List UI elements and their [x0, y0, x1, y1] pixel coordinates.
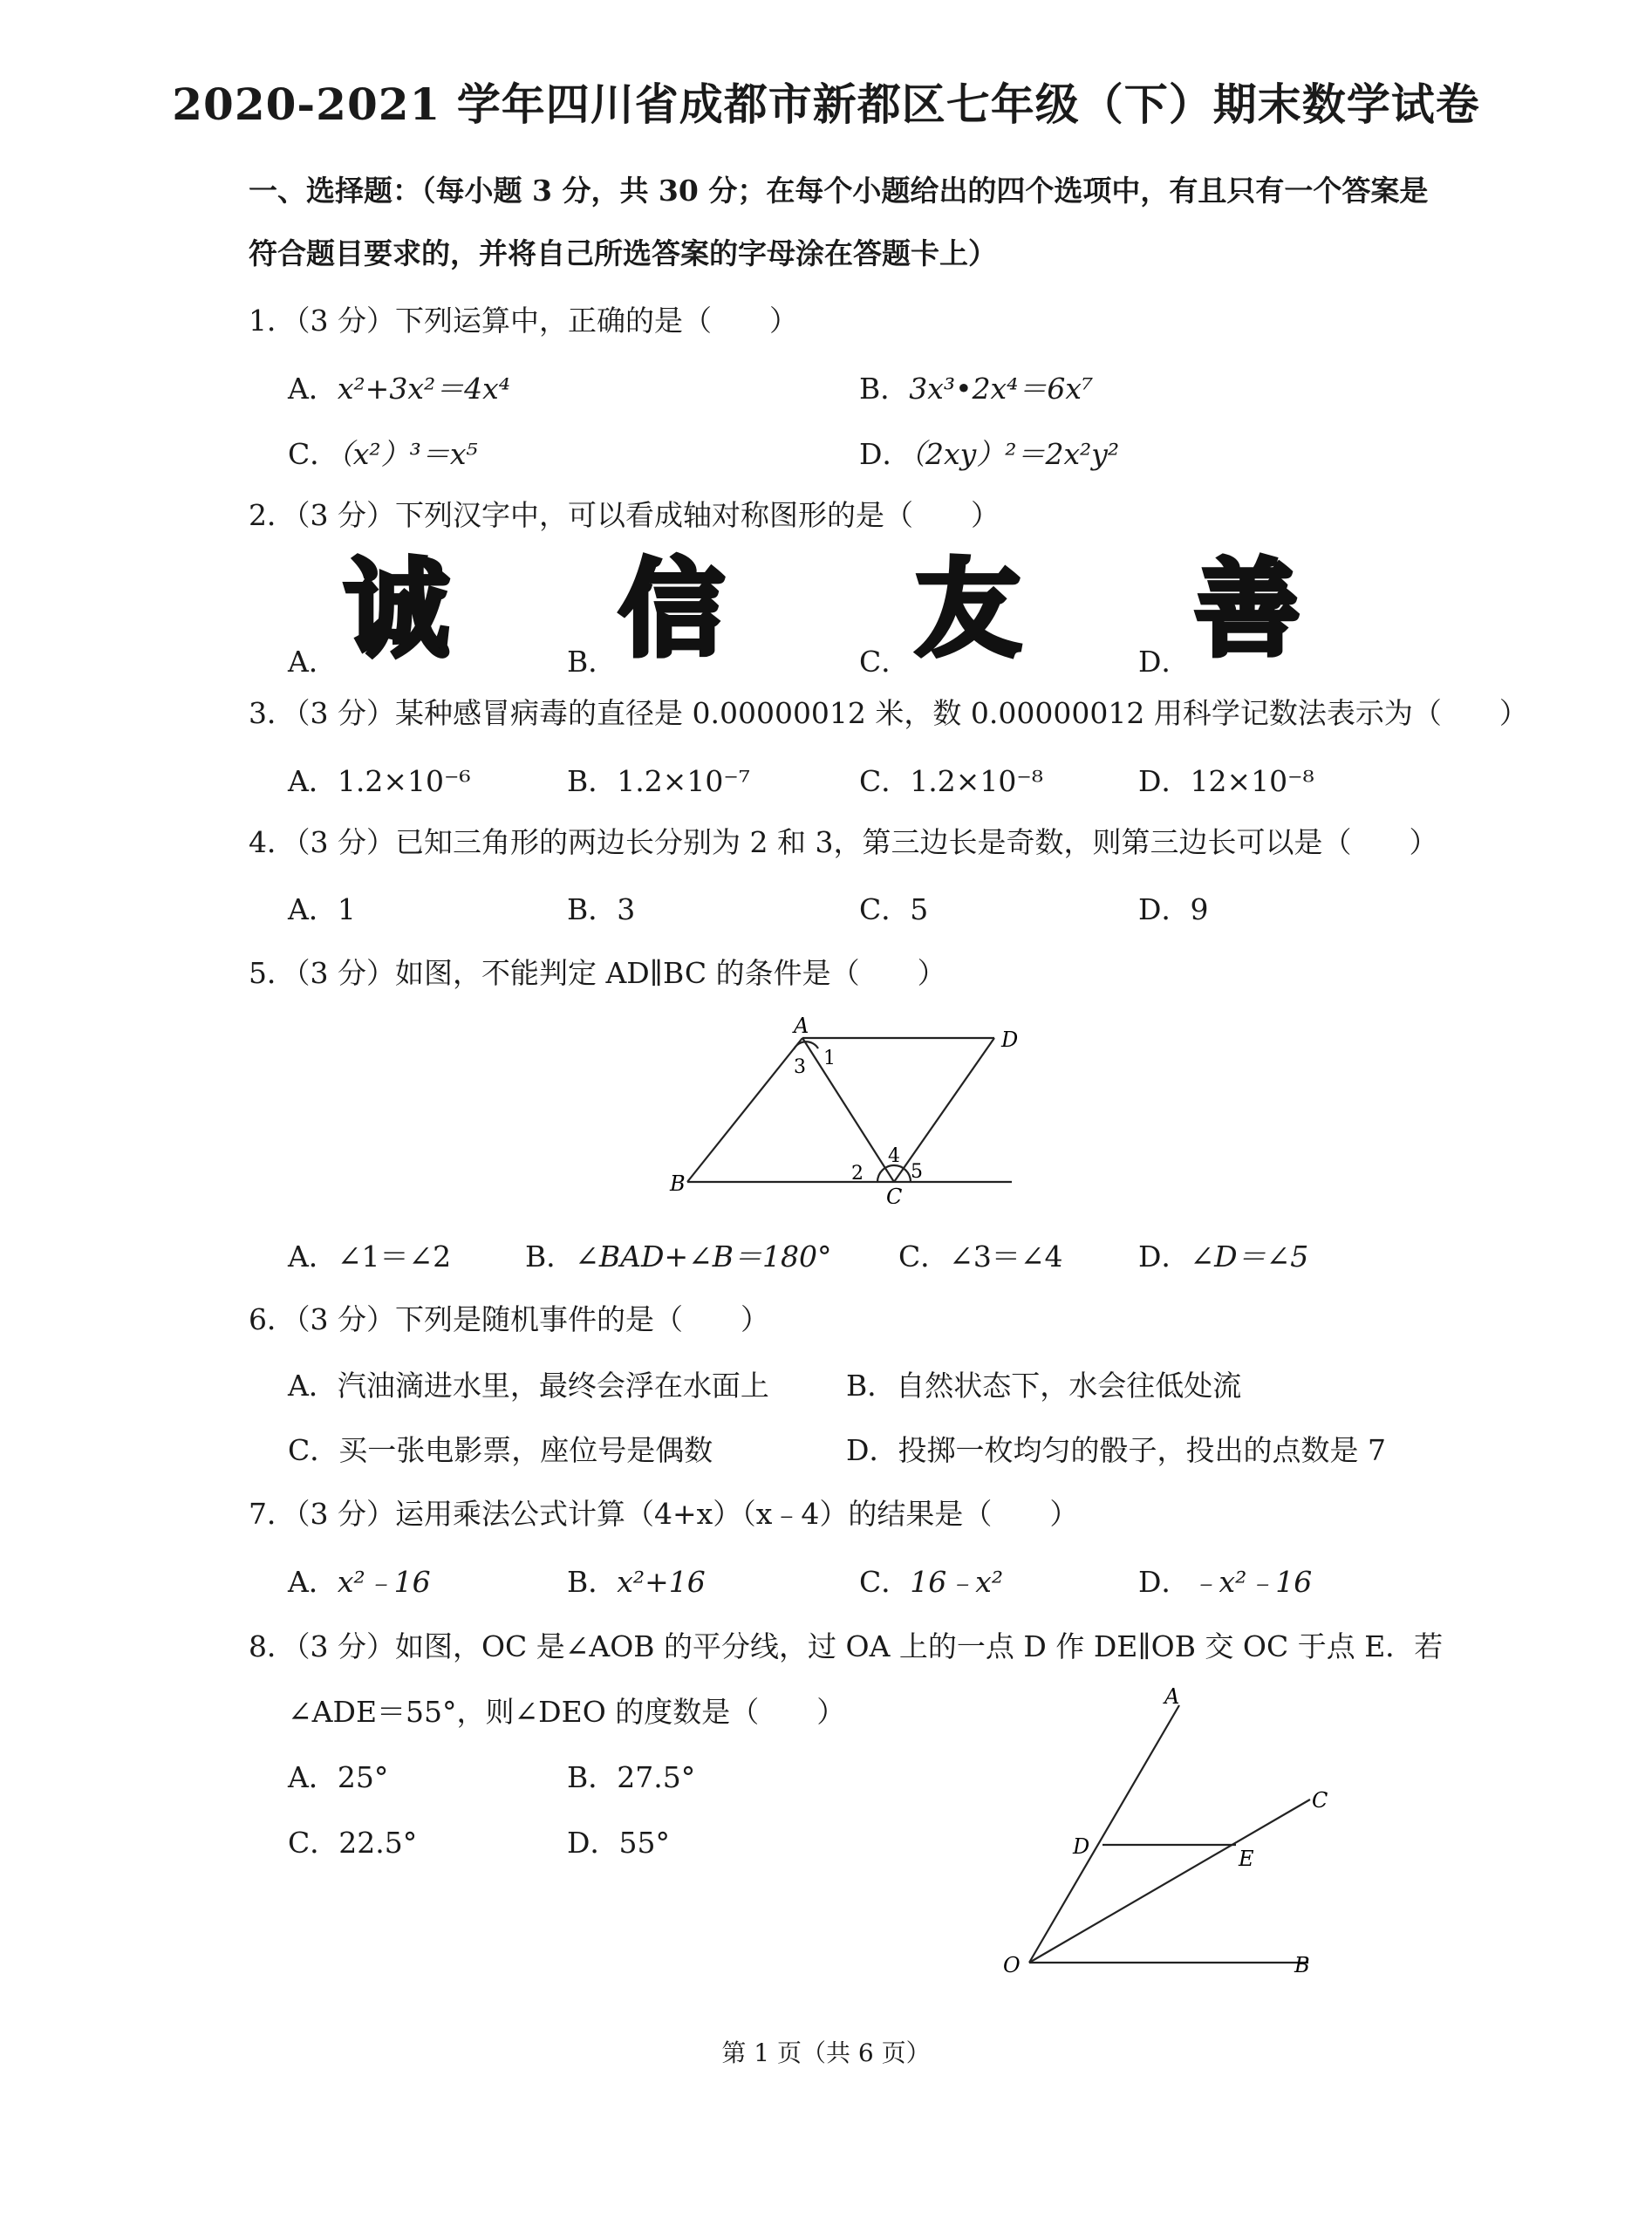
angle-5-label: 5 [911, 1161, 923, 1183]
q2-option-d-label: D． [1138, 645, 1191, 679]
q8-option-b [567, 1755, 695, 1796]
q2-option-b-label: B． [567, 645, 618, 679]
q3-option-d [1138, 759, 1314, 800]
point-a-label: A [794, 1014, 809, 1038]
option-label: A． [288, 1239, 338, 1274]
angle-arc-c [877, 1165, 911, 1182]
q5-option-c [898, 1234, 1063, 1275]
q4-option-d [1138, 887, 1208, 928]
point-c-label: C [1312, 1788, 1328, 1813]
option-label: A． [288, 764, 338, 798]
question-4-stem: 4．（3 分）已知三角形的两边长分别为 2 和 3，第三边长是奇数，则第三边长可以是（ ） [249, 825, 1438, 859]
q3-option-a [288, 759, 471, 800]
option-text: 5 [910, 892, 929, 926]
option-label: A． [288, 372, 338, 406]
point-a-label: A [1164, 1684, 1180, 1709]
q2-character-c: 友 [916, 550, 1021, 671]
option-text: 3x³•2x⁴＝6x⁷ [909, 372, 1094, 406]
q2-character-d: 善 [1195, 550, 1300, 671]
option-text: 27.5° [617, 1760, 696, 1794]
question-6-stem: 6．（3 分）下列是随机事件的是（ ） [249, 1302, 769, 1336]
option-text: 3 [617, 892, 636, 926]
option-text: （2xy）²＝2x²y² [911, 437, 1120, 471]
q2-character-b: 信 [619, 550, 724, 671]
option-text: ∠1＝∠2 [337, 1239, 452, 1274]
option-text: 22.5° [338, 1826, 418, 1860]
angle-3-label: 3 [794, 1056, 806, 1078]
q7-option-a [288, 1560, 431, 1601]
q4-option-c [859, 887, 928, 928]
option-label: D． [859, 437, 911, 471]
option-label: B． [567, 1760, 618, 1794]
option-text: 1.2×10⁻⁸ [910, 764, 1044, 798]
option-label: A． [288, 1565, 338, 1599]
option-text: 1 [337, 892, 356, 926]
option-label: B． [859, 372, 910, 406]
q5-option-b [525, 1234, 832, 1275]
option-label: D． [567, 1826, 619, 1860]
option-text: x²+16 [617, 1565, 706, 1599]
option-label: D． [1138, 1239, 1191, 1274]
q8-figure [986, 1679, 1335, 1984]
question-5-stem: 5．（3 分）如图，不能判定 AD∥BC 的条件是（ ） [249, 956, 946, 990]
section-heading: 一、选择题：（每小题 3 分，共 30 分；在每个小题给出的四个选项中，有且只有一个答案是符合题目要求的，并将自己所选答案的字母涂在答题卡上） [249, 174, 1429, 270]
option-label: B． [567, 892, 618, 926]
q3-option-b [567, 759, 750, 800]
page-footer: 第 1 页（共 6 页） [721, 2038, 931, 2067]
q6-option-c [288, 1428, 713, 1469]
point-d-label: D [1001, 1028, 1019, 1052]
option-text: ∠3＝∠4 [949, 1239, 1063, 1274]
question-8-stem-line2: ∠ADE＝55°，则∠DEO 的度数是（ ） [288, 1695, 846, 1729]
option-text: ﹣x²﹣16 [1190, 1565, 1313, 1599]
option-text: 25° [337, 1760, 389, 1794]
option-text: 16﹣x² [910, 1565, 1004, 1599]
option-text: ∠BAD+∠B＝180° [575, 1239, 832, 1274]
point-b-label: B [1294, 1953, 1310, 1977]
q7-option-c [859, 1560, 1003, 1601]
segment-ac [802, 1038, 894, 1182]
option-text: 投掷一枚均匀的骰子，投出的点数是 7 [898, 1433, 1386, 1467]
point-d-label: D [1073, 1834, 1090, 1859]
q8-option-d [567, 1820, 670, 1861]
q5-option-a [288, 1234, 451, 1275]
option-text: 1.2×10⁻⁷ [617, 764, 751, 798]
option-text: x²+3x²＝4x⁴ [337, 372, 511, 406]
option-label: C． [859, 892, 911, 926]
option-label: D． [1138, 764, 1191, 798]
segment-cd [894, 1038, 994, 1182]
ray-oc [1029, 1799, 1310, 1963]
option-label: B． [846, 1369, 897, 1403]
option-label: D． [846, 1433, 898, 1467]
option-label: C． [288, 437, 339, 471]
q2-option-a-label: A． [288, 645, 338, 679]
ray-oa [1029, 1705, 1179, 1963]
page-title: 2020-2021 学年四川省成都市新都区七年级（下）期末数学试卷 [172, 79, 1480, 130]
angle-2-label: 2 [851, 1163, 864, 1185]
option-text: 1.2×10⁻⁶ [337, 764, 471, 798]
q8-option-c [288, 1820, 417, 1861]
q6-option-d [846, 1428, 1386, 1469]
option-text: x²﹣16 [337, 1565, 431, 1599]
question-8-stem-line1: 8．（3 分）如图，OC 是∠AOB 的平分线，过 OA 上的一点 D 作 DE∥OB 交 OC 于点 E．若 [249, 1629, 1444, 1663]
q1-option-a [288, 366, 510, 407]
question-1-stem: 1．（3 分）下列运算中，正确的是（ ） [249, 304, 798, 338]
point-b-label: B [670, 1171, 686, 1196]
option-label: C． [898, 1239, 950, 1274]
option-text: （x²）³＝x⁵ [338, 437, 478, 471]
question-3-stem: 3．（3 分）某种感冒病毒的直径是 0.00000012 米，数 0.00000012 用科学记数法表示为（ ） [249, 696, 1528, 730]
option-label: D． [1138, 1565, 1191, 1599]
option-text: 自然状态下，水会往低处流 [896, 1369, 1242, 1403]
option-label: B． [567, 764, 618, 798]
option-text: 55° [618, 1826, 670, 1860]
q5-option-d [1138, 1234, 1308, 1275]
question-7-stem: 7．（3 分）运用乘法公式计算（4+x）（x﹣4）的结果是（ ） [249, 1497, 1079, 1531]
option-label: B． [525, 1239, 576, 1274]
q4-option-a [288, 887, 356, 928]
option-label: C． [288, 1433, 339, 1467]
q4-option-b [567, 887, 635, 928]
option-text: 买一张电影票，座位号是偶数 [338, 1433, 713, 1467]
segment-ab [687, 1038, 802, 1182]
q6-option-b [846, 1363, 1241, 1404]
option-text: 9 [1190, 892, 1209, 926]
option-text: ∠D＝∠5 [1190, 1239, 1309, 1274]
q1-option-b [859, 366, 1093, 407]
q8-option-a [288, 1755, 388, 1796]
q7-option-d [1138, 1560, 1312, 1601]
option-text: 12×10⁻⁸ [1190, 764, 1314, 798]
q3-option-c [859, 759, 1043, 800]
option-label: C． [859, 764, 911, 798]
q1-option-d [859, 432, 1119, 473]
q7-option-b [567, 1560, 706, 1601]
option-label: C． [859, 1565, 911, 1599]
question-2-stem: 2．（3 分）下列汉字中，可以看成轴对称图形的是（ ） [249, 498, 1000, 532]
angle-4-label: 4 [888, 1145, 900, 1167]
option-label: A． [288, 1369, 338, 1403]
option-label: A． [288, 1760, 338, 1794]
q5-figure [663, 1012, 1029, 1204]
option-label: B． [567, 1565, 618, 1599]
point-o-label: O [1003, 1953, 1021, 1977]
q2-character-a: 诚 [345, 550, 449, 671]
option-label: C． [288, 1826, 339, 1860]
option-label: D． [1138, 892, 1191, 926]
option-label: A． [288, 892, 338, 926]
point-c-label: C [886, 1185, 903, 1204]
q1-option-c [288, 432, 478, 473]
point-e-label: E [1239, 1847, 1254, 1871]
angle-1-label: 1 [823, 1048, 836, 1069]
option-text: 汽油滴进水里，最终会浮在水面上 [337, 1369, 769, 1403]
q2-option-c-label: C． [859, 645, 911, 679]
q6-option-a [288, 1363, 769, 1404]
